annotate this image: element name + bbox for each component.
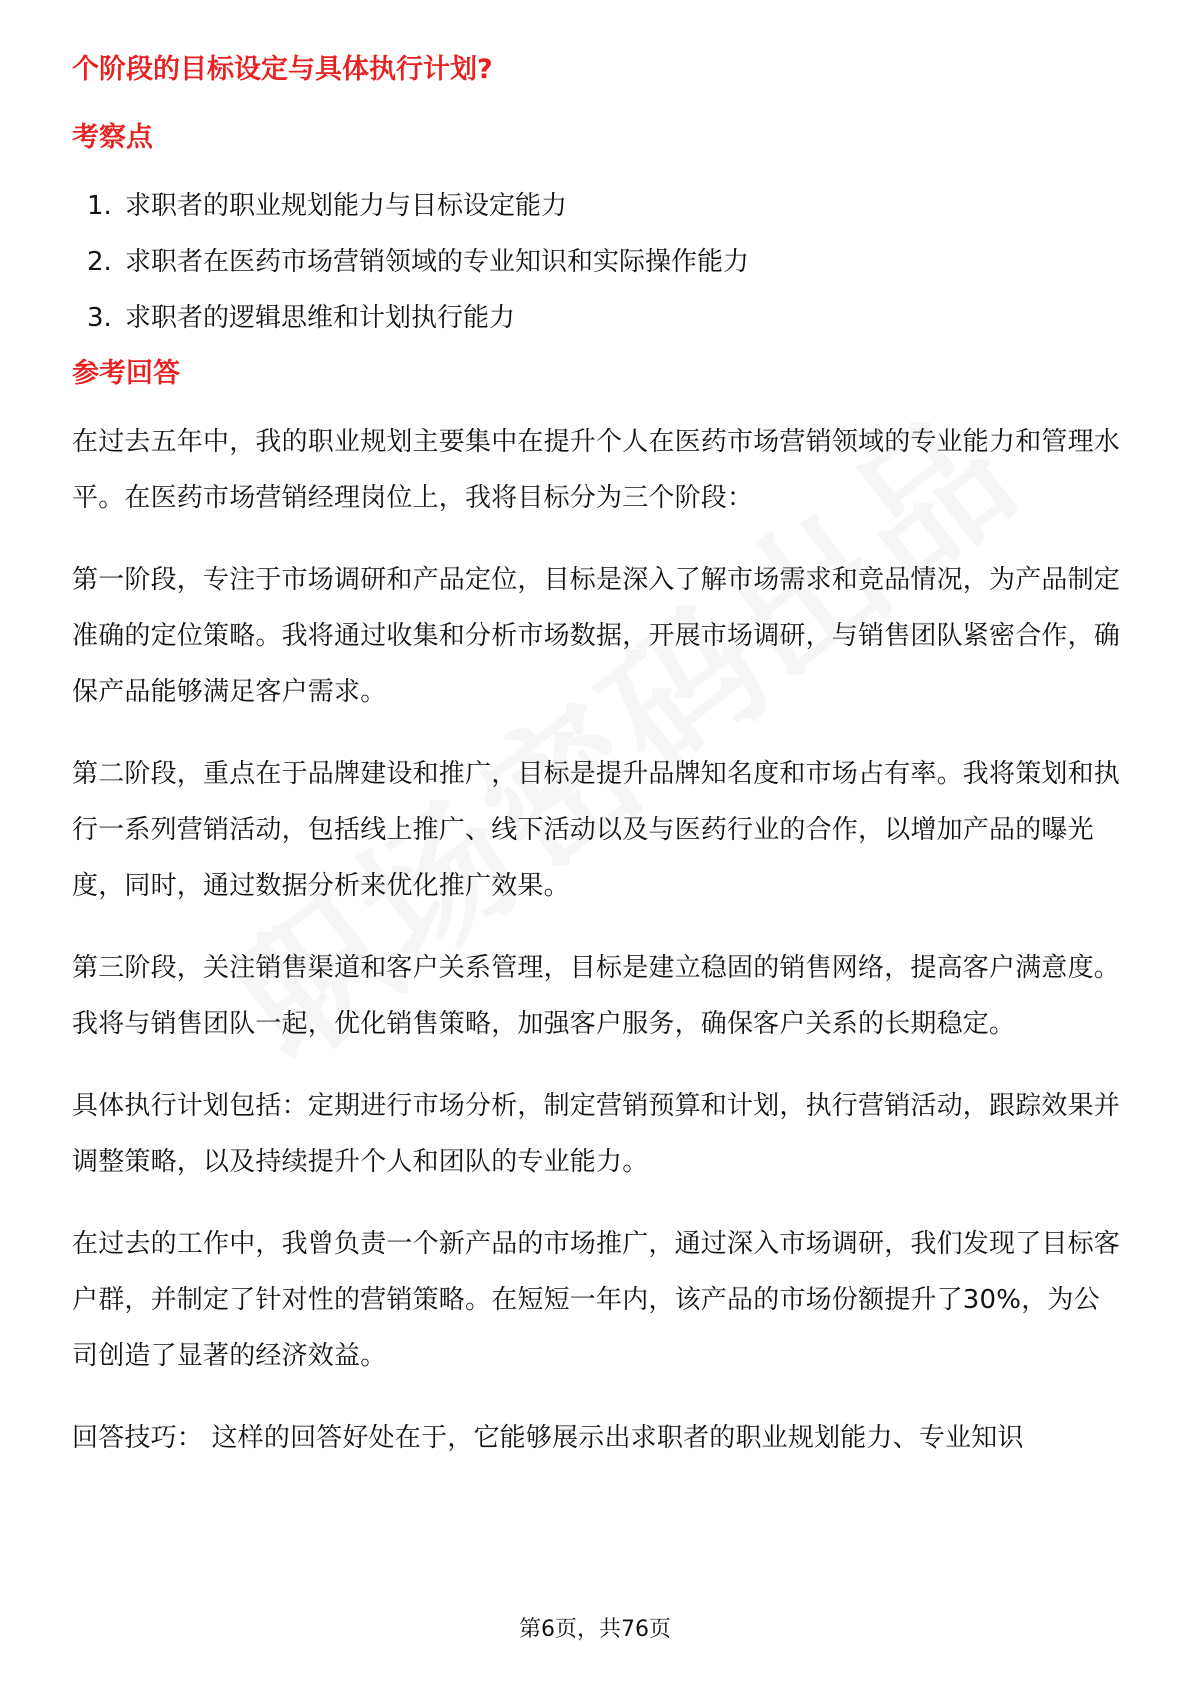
paragraph-tips: 回答技巧： 这样的回答好处在于，它能够展示出求职者的职业规划能力、专业知识 [72,1423,1024,1453]
list-item-text: 求职者的职业规划能力与目标设定能力 [125,191,568,221]
paragraph-experience: 在过去的工作中，我曾负责一个新产品的市场推广，通过深入市场调研，我们发现了目标客户群，并制定了针对性的营销策略。在短短一年内，该产品的市场份额提升了30%，为公司创造了显著的经济效益。 [72,1229,1121,1371]
list-item-number: 1. [87,191,112,221]
paragraph-intro: 在过去五年中，我的职业规划主要集中在提升个人在医药市场营销领域的专业能力和管理水平。在医药市场营销经理岗位上，我将目标分为三个阶段： [72,427,1121,513]
points-list [72,186,1122,338]
paragraph-stage-one: 第一阶段，专注于市场调研和产品定位，目标是深入了解市场需求和竞品情况，为产品制定准确的定位策略。我将通过收集和分析市场数据，开展市场调研，与销售团队紧密合作，确保产品能够满足客户需求。 [72,565,1121,707]
list-item [72,242,1122,282]
document-body [72,50,1122,1492]
list-item-number: 3. [87,303,112,333]
paragraph-stage-three: 第三阶段，关注销售渠道和客户关系管理，目标是建立稳固的销售网络，提高客户满意度。我将与销售团队一起，优化销售策略，加强客户服务，确保客户关系的长期稳定。 [72,953,1121,1039]
list-item-text: 求职者在医药市场营销领域的专业知识和实际操作能力 [125,247,750,277]
paragraph-stage-two: 第二阶段，重点在于品牌建设和推广，目标是提升品牌知名度和市场占有率。我将策划和执行一系列营销活动，包括线上推广、线下活动以及与医药行业的合作，以增加产品的曝光度，同时，通过数据分析来优化推广效果。 [72,759,1121,901]
paragraph-execution-plan: 具体执行计划包括：定期进行市场分析，制定营销预算和计划，执行营销活动，跟踪效果并调整策略，以及持续提升个人和团队的专业能力。 [72,1091,1121,1177]
answer-section-title: 参考回答 [72,358,180,389]
points-section-title: 考察点 [72,122,153,153]
list-item-number: 2. [87,247,112,277]
list-item-text: 求职者的逻辑思维和计划执行能力 [125,303,516,333]
question-title: 个阶段的目标设定与具体执行计划? [72,54,493,85]
list-item [72,186,1122,226]
page-number: 第6页，共76页 [519,1617,671,1642]
answer-block [72,414,1122,1466]
list-item [72,298,1122,338]
